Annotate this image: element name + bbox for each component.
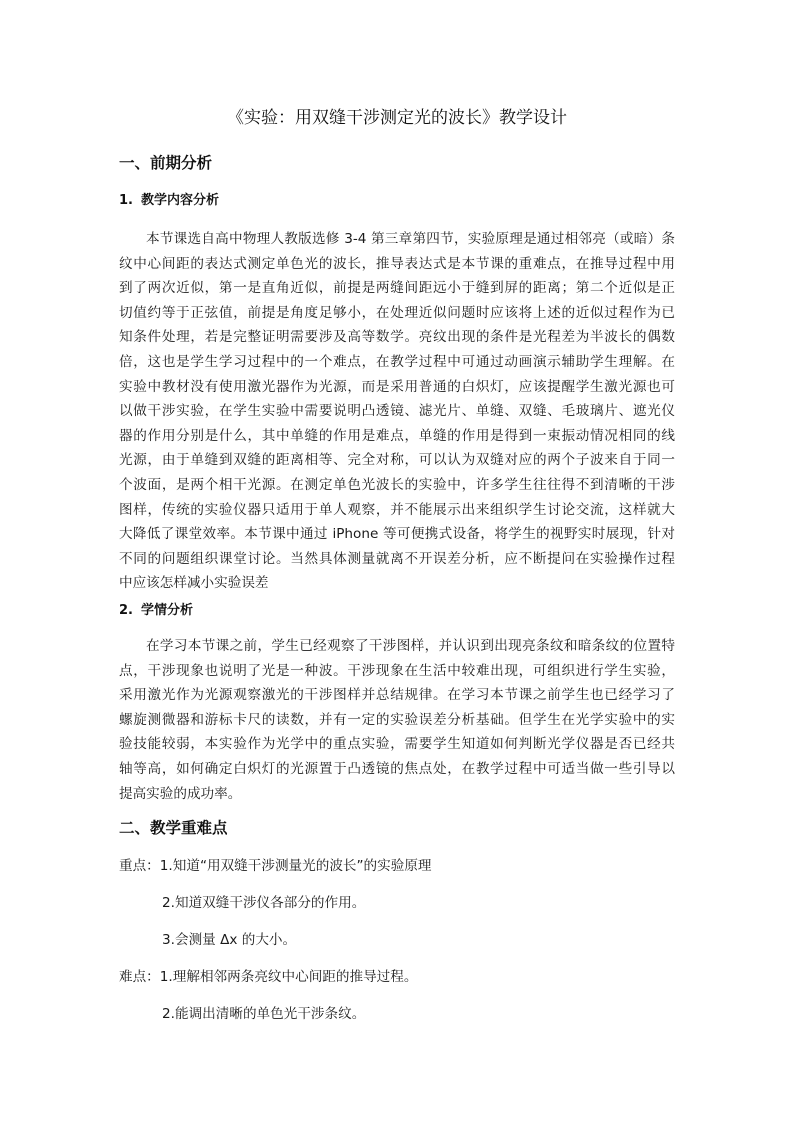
paragraph-line: 纹中心间距的表达式测定单色光的波长，推导表达式是本节课的重难点，在推导过程中用 xyxy=(119,255,675,272)
paragraph-line: 图样，传统的实验仪器只适用于单人观察，并不能展示出来组织学生讨论交流，这样就大 xyxy=(119,501,675,518)
paragraph-line: 光源，由于单缝到双缝的距离相等、完全对称，可以认为双缝对应的两个子波来自于同一 xyxy=(119,452,675,469)
subheading-teaching-content xyxy=(119,191,219,211)
key-point-text: 2.知道双缝干涉仪各部分的作用。 xyxy=(162,895,366,911)
paragraph-line: 器的作用分别是什么，其中单缝的作用是难点，单缝的作用是得到一束振动情况相同的线 xyxy=(119,427,675,444)
paragraph-line: 点，干涉现象也说明了光是一种波。干涉现象在生活中较难出现，可组织进行学生实验， xyxy=(119,662,675,679)
paragraph-line: 以做干涉实验，在学生实验中需要说明凸透镜、滤光片、单缝、双缝、毛玻璃片、遮光仪 xyxy=(119,403,675,420)
subheading-label: 教学内容分析 xyxy=(141,193,220,208)
difficult-points-item-1 xyxy=(119,967,417,987)
subheading-number: 1. xyxy=(119,193,133,208)
key-point-text: 1.知道“用双缝干涉测量光的波长”的实验原理 xyxy=(159,858,432,874)
paragraph-line: 切值约等于正弦值，前提是角度足够小，在处理近似问题时应该将上述的近似过程作为已 xyxy=(119,304,675,321)
difficult-point-text: 1.理解相邻两条亮纹中心间距的推导过程。 xyxy=(159,969,418,985)
paragraph-line: 本节课选自高中物理人教版选修 3-4 第三章第四节，实验原理是通过相邻亮（或暗）条 xyxy=(146,231,675,247)
difficult-points-item-2 xyxy=(162,1004,365,1024)
paragraph-line: 轴等高，如何确定白炽灯的光源置于凸透镜的焦点处，在教学过程中可适当做一些引导以 xyxy=(119,760,675,777)
paragraph-line: 个波面，是两个相干光源。在测定单色光波长的实验中，许多学生往往得不到清晰的干涉 xyxy=(119,476,675,493)
key-points-label: 重点： xyxy=(119,858,160,874)
paragraph-line: 在学习本节课之前，学生已经观察了干涉图样，并认识到出现亮条纹和暗条纹的位置特 xyxy=(146,638,675,654)
paragraph-line: 提高实验的成功率。 xyxy=(119,785,242,802)
section-heading-preliminary-analysis: 一、前期分析 xyxy=(119,154,213,172)
key-point-text: 3.会测量 Δx 的大小。 xyxy=(162,932,297,948)
paragraph-line: 实验中教材没有使用激光器作为光源，而是采用普通的白炽灯，应该提醒学生激光源也可 xyxy=(119,378,675,395)
paragraph-line: 中应该怎样减小实验误差 xyxy=(119,575,269,592)
subheading-label: 学情分析 xyxy=(141,603,194,618)
difficult-points-label: 难点： xyxy=(119,969,160,985)
paragraph-line: 到了两次近似，第一是直角近似，前提是两缝间距远小于缝到屏的距离；第二个近似是正 xyxy=(119,280,675,297)
paragraph-teaching-content xyxy=(119,227,675,596)
key-points-item-1 xyxy=(119,856,432,876)
paragraph-line: 大降低了课堂效率。本节课中通过 iPhone 等可便携式设备，将学生的视野实时展现，针对 xyxy=(119,526,675,543)
paragraph-line: 倍，这也是学生学习过程中的一个难点，在教学过程中可通过动画演示辅助学生理解。在 xyxy=(119,353,675,370)
paragraph-line: 螺旋测微器和游标卡尺的读数，并有一定的实验误差分析基础。但学生在光学实验中的实 xyxy=(119,711,675,728)
difficult-point-text: 2.能调出清晰的单色光干涉条纹。 xyxy=(162,1006,366,1022)
key-points-item-2 xyxy=(162,893,365,913)
subheading-learner-analysis xyxy=(119,601,193,621)
document-title: 《实验：用双缝干涉测定光的波长》教学设计 xyxy=(227,108,567,128)
paragraph-line: 采用激光作为光源观察激光的干涉图样并总结规律。在学习本节课之前学生也已经学习了 xyxy=(119,687,675,704)
paragraph-line: 不同的问题组织课堂讨论。当然具体测量就离不开误差分析，应不断提问在实验操作过程 xyxy=(119,550,675,567)
section-heading-key-difficult-points: 二、教学重难点 xyxy=(119,819,228,837)
subheading-number: 2. xyxy=(119,603,133,618)
key-points-item-3 xyxy=(162,930,296,950)
paragraph-line: 验技能较弱，本实验作为光学中的重点实验，需要学生知道如何判断光学仪器是否已经共 xyxy=(119,736,675,753)
paragraph-learner-analysis xyxy=(119,634,675,806)
paragraph-line: 知条件处理，若是完整证明需要涉及高等数学。亮纹出现的条件是光程差为半波长的偶数 xyxy=(119,329,675,346)
